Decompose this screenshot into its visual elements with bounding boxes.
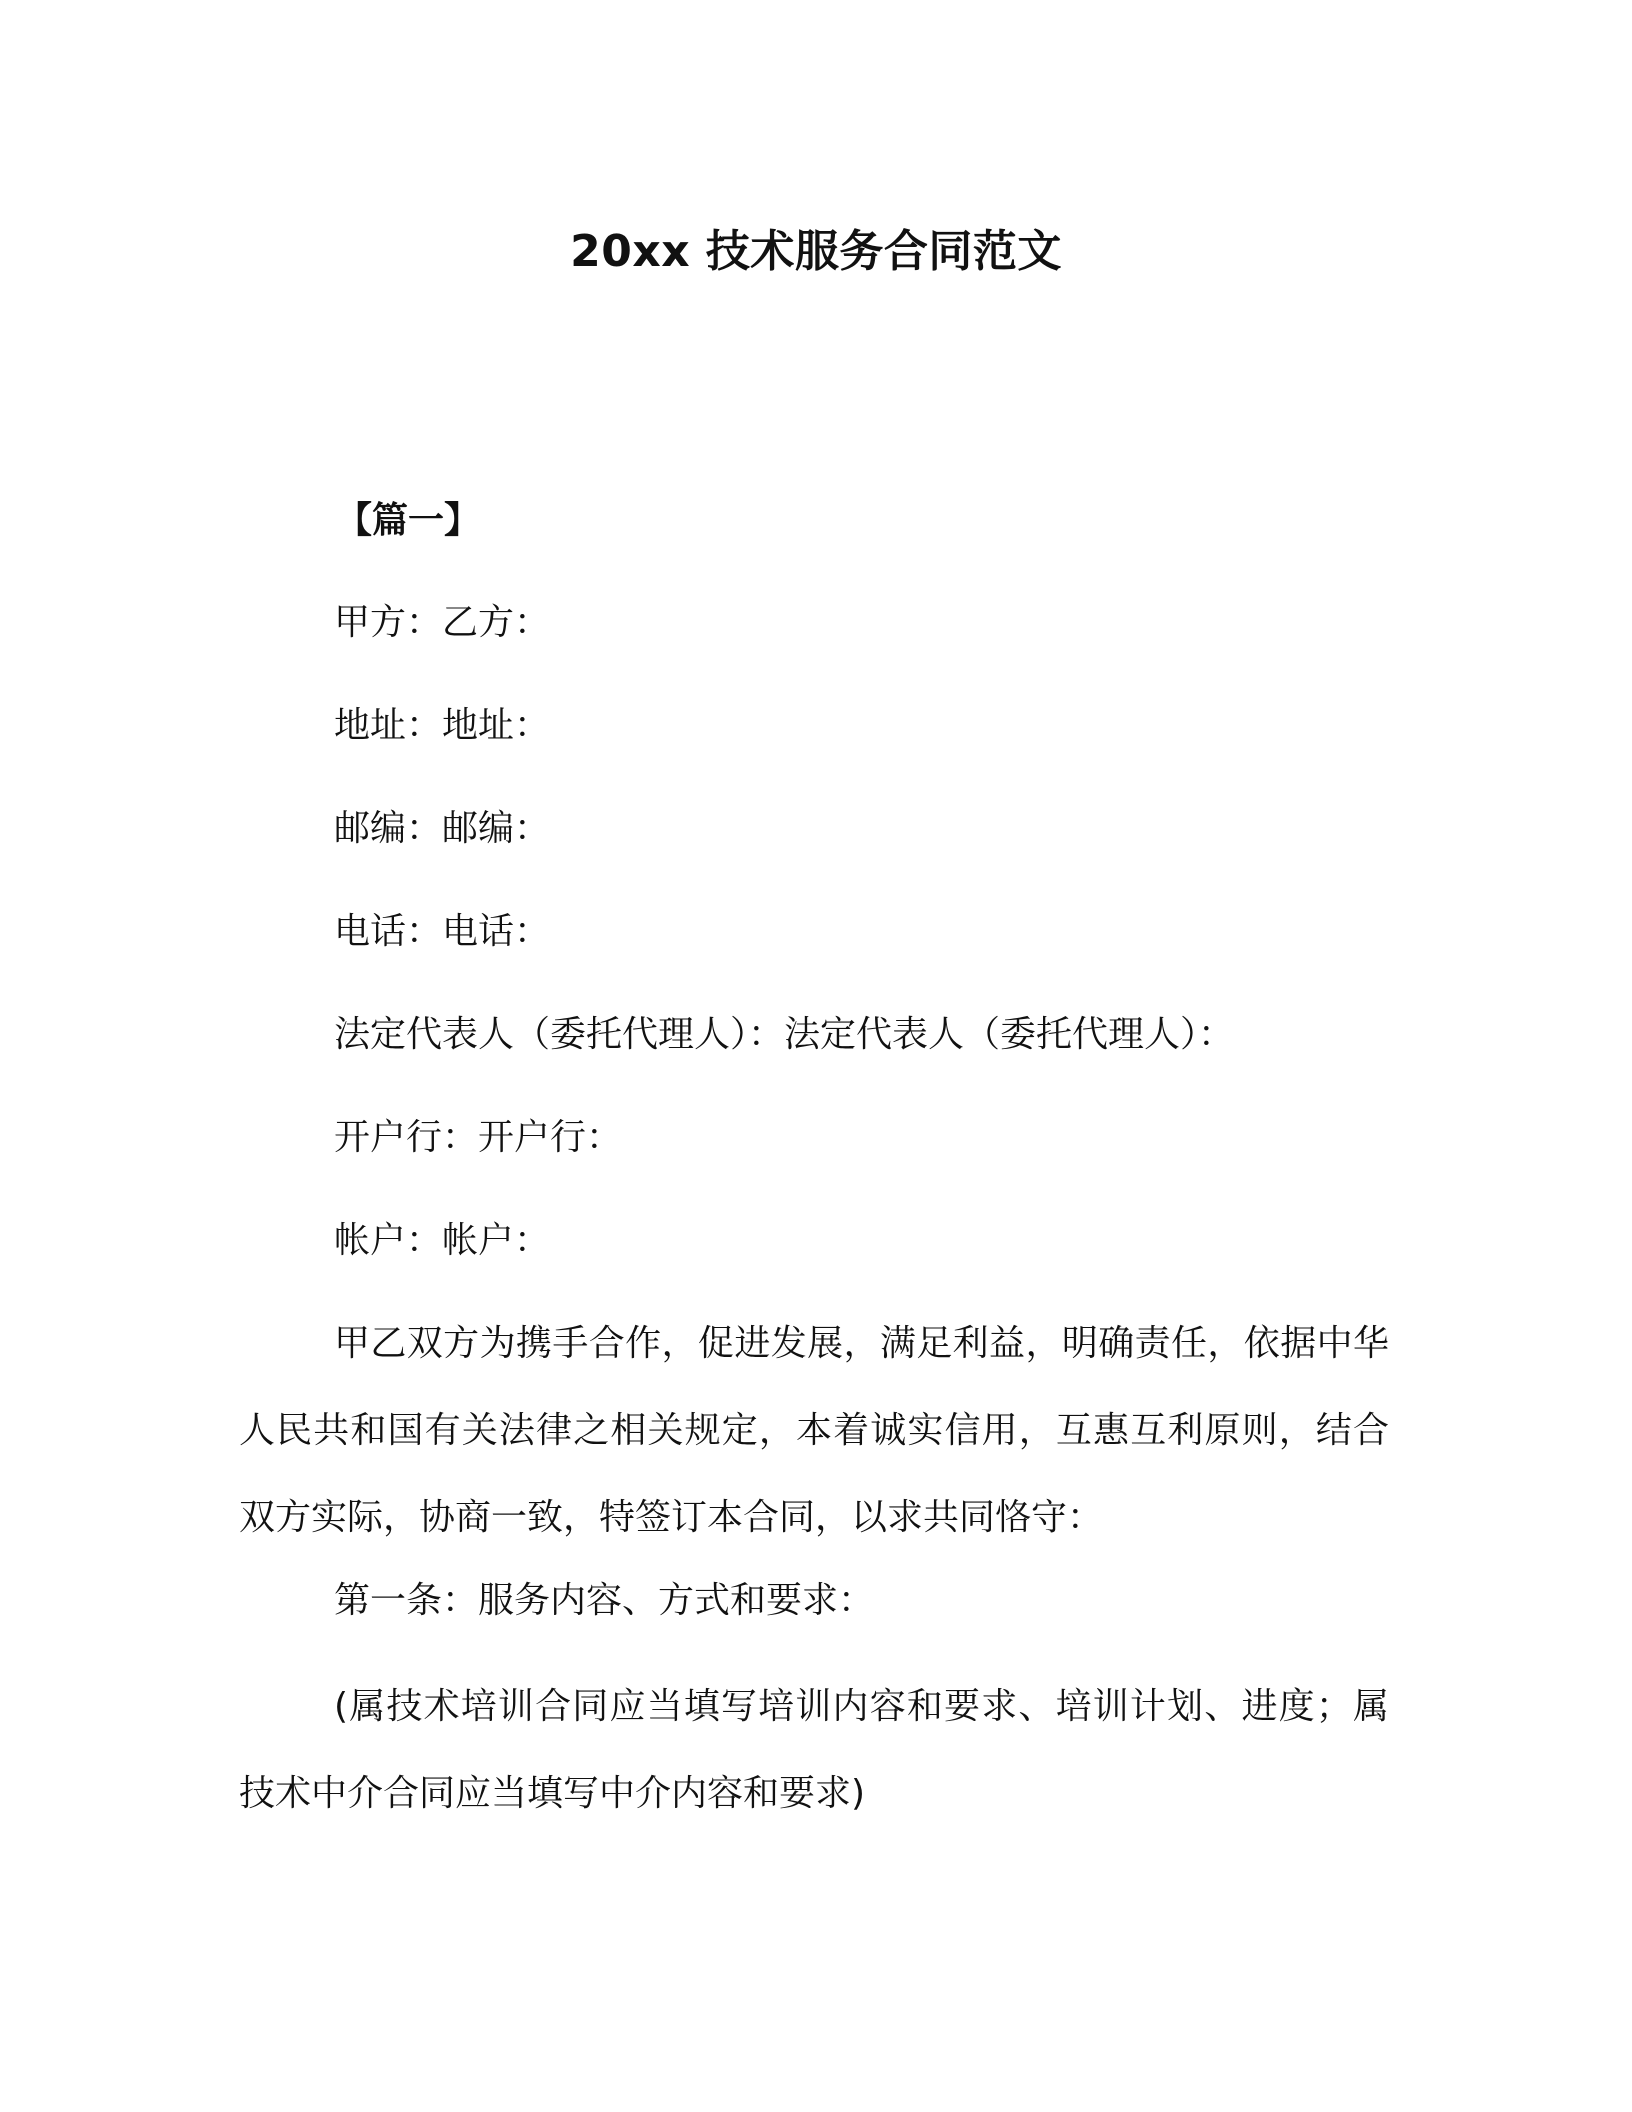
document-title: 20xx 技术服务合同范文 <box>570 226 1062 277</box>
field-address: 地址：地址： <box>334 705 551 746</box>
section-label: 【篇一】 <box>336 500 481 541</box>
field-party: 甲方：乙方： <box>334 602 551 643</box>
field-postcode: 邮编：邮编： <box>334 808 551 849</box>
field-phone: 电话：电话： <box>334 911 551 952</box>
article-1-note: (属技术培训合同应当填写培训内容和要求、培训计划、进度；属技术中介合同应当填写中介内容和要求) <box>239 1686 1389 1814</box>
field-account: 帐户：帐户： <box>334 1220 551 1261</box>
field-bank: 开户行：开户行： <box>334 1117 623 1158</box>
preamble-paragraph: 甲乙双方为携手合作，促进发展，满足利益，明确责任，依据中华人民共和国有关法律之相关规定，本着诚实信用，互惠互利原则，结合双方实际，协商一致，特签订本合同，以求共同恪守： <box>239 1323 1389 1538</box>
field-legal-representative: 法定代表人（委托代理人）：法定代表人（委托代理人）： <box>334 1014 1235 1055</box>
article-1-heading: 第一条：服务内容、方式和要求： <box>334 1580 875 1621</box>
